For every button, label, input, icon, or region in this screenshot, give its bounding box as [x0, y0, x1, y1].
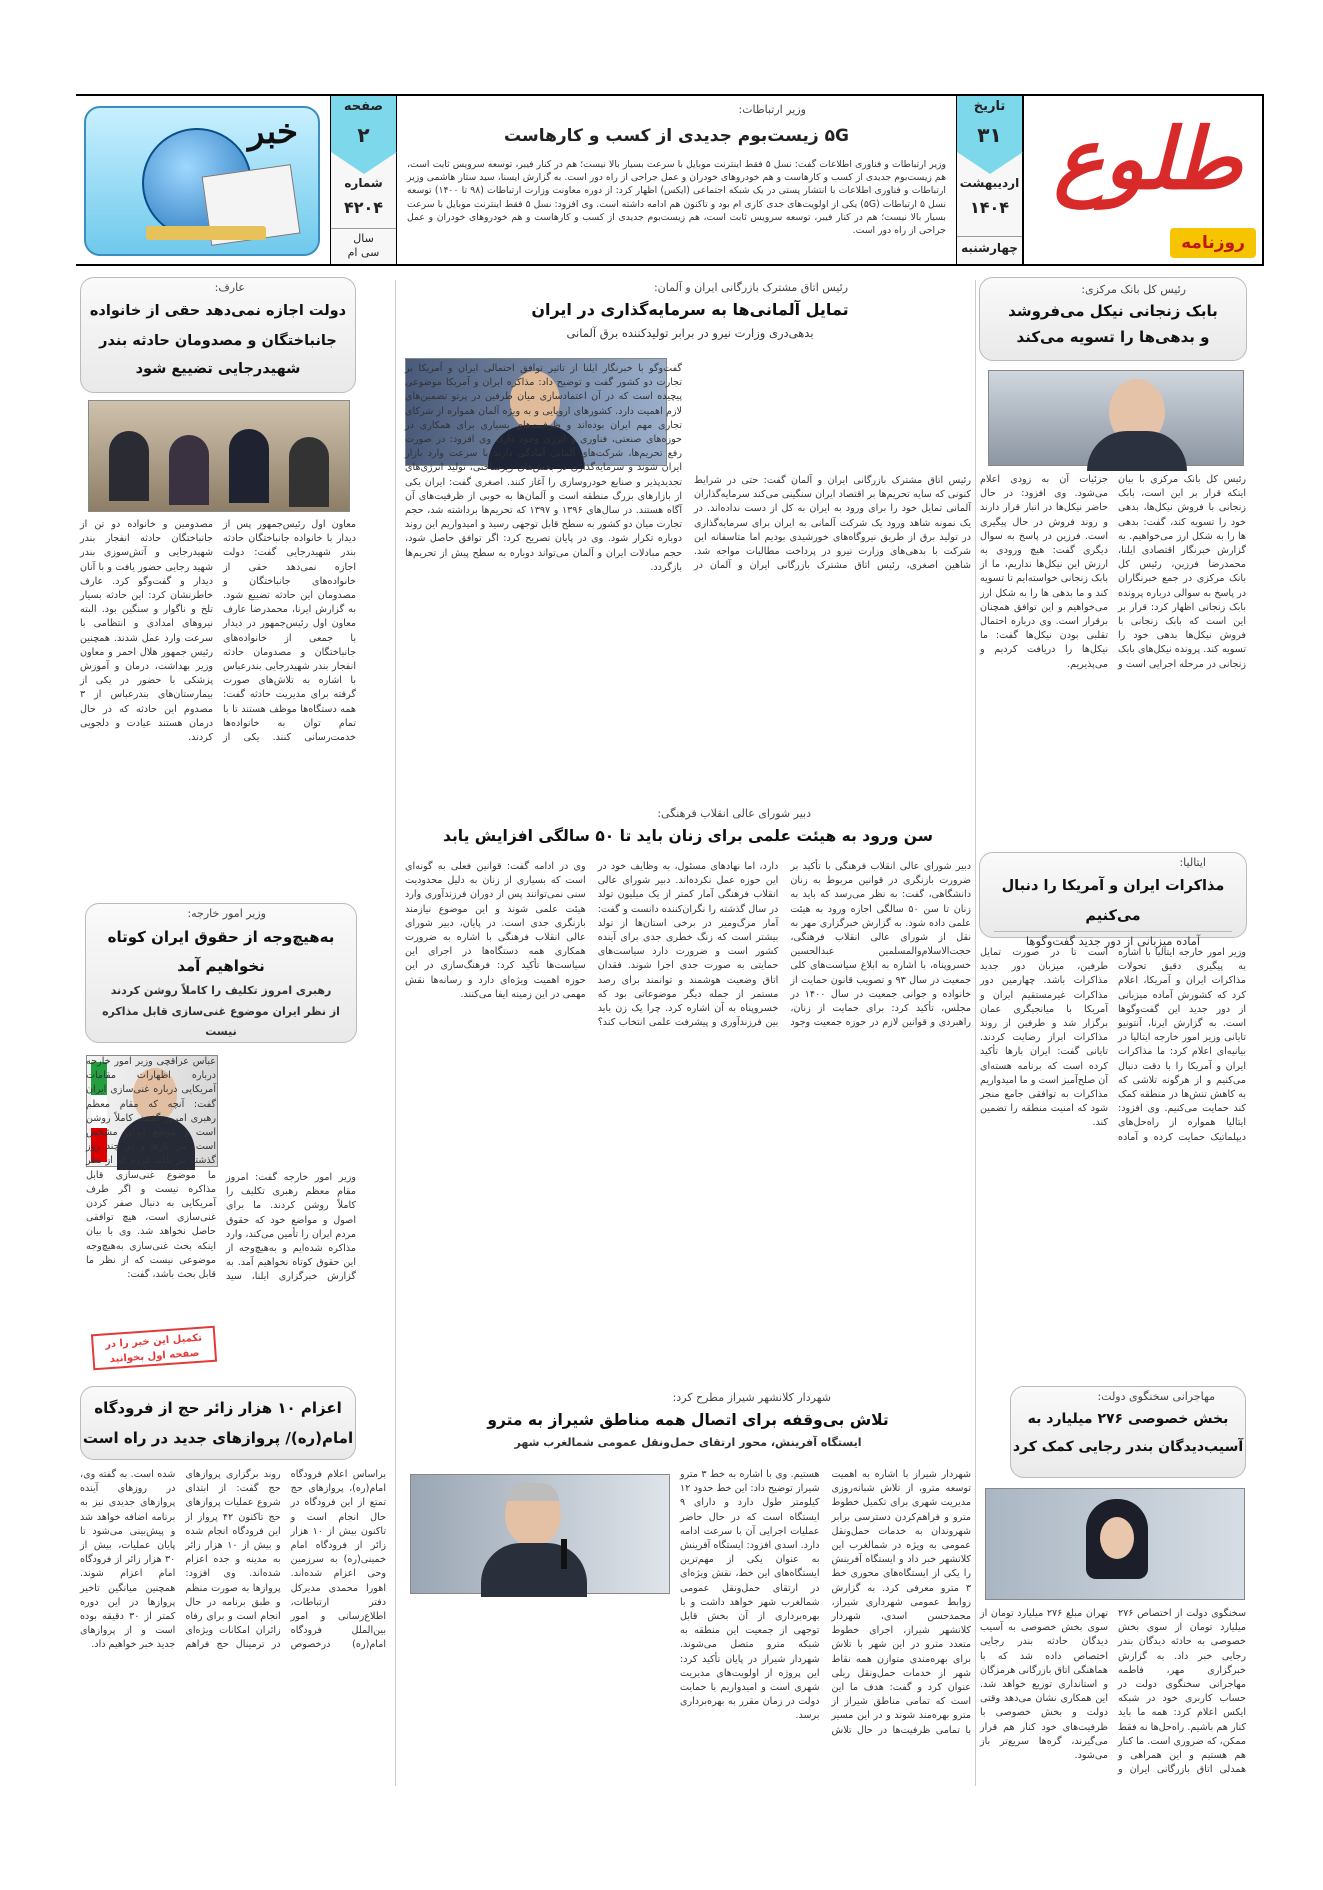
metro-subtitle: ایستگاه آفرینش، محور ارتقای حمل‌ونقل عمومی شمالغرب شهر — [514, 1436, 862, 1449]
date-year: ۱۴۰۴ — [969, 198, 1010, 217]
date-cell — [956, 96, 1022, 264]
rights-title-line2: نخواهیم آمد — [177, 957, 265, 975]
private-body: سخنگوی دولت از اختصاص ۲۷۶ میلیارد تومان از سوی بخش خصوصی به حادثه دیدگان بندر رجایی خبر داد. به گزارش خبرگزاری مهر، فاطمه مهاجرانی سخنگوی دولت در حساب کاربری خود در شبکه ایکس اعلام کرد: همه ما باید کنار هم باشیم. راه‌حل‌ها نه فقط ممکن، که ضروری است. ما کنار هم هستیم و این همراهی و همدلی اتاق بازرگانی ایران و تهران مبلغ ۲۷۶ میلیارد تومان از سوی بخش خصوصی به آسیب دیدگان حادثه بندر رجایی اختصاص داده شد که با هماهنگی اتاق بازرگانی هرمزگان و استانداری توزیع خواهد شد. این همکاری نشان می‌دهد وقتی دولت و بخش خصوصی با ظرفیت‌های خود کنار هم قرار می‌گیرند، گره‌ها سریع‌تر باز می‌شود. — [980, 1608, 1246, 1776]
germany-kicker: رئیس اتاق مشترک بازرگانی ایران و آلمان: — [653, 281, 848, 294]
photo-meeting-families — [88, 400, 350, 512]
year-label: سال — [331, 228, 396, 245]
newspaper-logo: طلوع — [1053, 109, 1242, 208]
year-number: سی ام — [347, 246, 380, 259]
private-kicker: مهاجرانی سخنگوی دولت: — [1097, 1390, 1215, 1403]
triangle-icon — [331, 152, 397, 174]
page-cell — [330, 96, 396, 264]
rights-subtitle2: از نظر ایران موضوع غنی‌سازی قابل مذاکره نیست — [102, 1005, 340, 1038]
photo-shiraz-mayor — [410, 1474, 670, 1594]
families-body: معاون اول رئیس‌جمهور پس از دیدار با خانواده جانباختگان حادثه بندر شهیدرجایی گفت: دولت اجازه نمی‌دهد حقی از خانواده‌های جانباختگان و مصدومان این حادثه تضییع شود. به گزارش ایرنا، محمدرضا عارف معاون اول رئیس‌جمهور در دیدار با جمعی از خانواده‌های جانباختگان و مصدومان حادثه انفجار بندر شهیدرجایی بندرعباس با اشاره به تلاش‌های صورت گرفته برای مدیریت حادثه گفت: همه دستگاه‌ها موظف هستند تا با تمام توان به خانواده‌ها خدمت‌رسانی کنند. یکی از مصدومین و خانواده دو تن از جانباختگان حادثه انفجار بندر شهیدرجایی و آتش‌سوزی بندر شهید رجایی حضور یافت و با آنان دیدار و گفت‌وگو کرد. عارف خاطرنشان کرد: این حادثه بسیار تلخ و ناگوار و سنگین بود. البته نیروهای امدادی و انتظامی با سرعت وارد عمل شدند. همچنین رئیس جمهور هلال احمر و معاون وزیر بهداشت، درمان و آموزش پزشکی با حضور در یکی از بیمارستان‌های بندرعباس از ۳ مصدوم این حادثه که در حال درمان هستند عیادت و دلجویی کردند. — [80, 519, 356, 744]
issue-number: ۴۲۰۴ — [343, 198, 384, 217]
rights-continued-note[interactable]: تکمیل این خبر را در صفحه اول بخوانید — [91, 1326, 217, 1371]
metro-kicker: شهردار کلانشهر شیراز مطرح کرد: — [672, 1391, 831, 1404]
metro-title: تلاش بی‌وقفه برای اتصال همه مناطق شیراز به مترو — [487, 1411, 889, 1429]
germany-title: تمایل آلمانی‌ها به سرمایه‌گذاری در ایران — [531, 300, 849, 319]
germany-header — [412, 280, 968, 348]
talks-kicker: ایتالیا: — [1179, 856, 1206, 869]
hajj-title-line2: امام(ره)/ پروازهای جدید در راه است — [82, 1429, 354, 1447]
rights-title-line1: به‌هیچ‌وجه از حقوق ایران کوتاه — [107, 928, 335, 946]
germany-subtitle: بدهی‌دری وزارت نیرو در برابر تولیدکننده برق آلمانی — [566, 326, 814, 340]
private-title-line2: آسیب‌دیدگان بندر رجایی کمک کرد — [1012, 1439, 1244, 1455]
talks-subtitle: آماده میزبانی از دور جدید گفت‌وگوها — [994, 931, 1232, 950]
portrait-photo-farzin — [988, 370, 1244, 466]
rights-body: وزیر امور خارجه گفت: امروز مقام معظم رهبری تکلیف را کاملاً روشن کردند. ما برای اصول و مواضع خود که حقوق مردم ایران را تأمین می‌کند، وارد مذاکره شده‌ایم و به‌هیچ‌وجه از این حقوق کوتاه نخواهیم آمد. به گزارش خبرگزاری ایلنا، سید عباس عراقچی وزیر امور خارجه درباره اظهارات مقامات آمریکایی درباره غنی‌سازی ایران گفت: آنچه که مقام معظم رهبری امروز گفتند، کاملاً روشن است و موضع ایران مشخص است. من بارها و در چند روز گذشته نیز تأکید کردم که از نظر ما موضوع غنی‌سازی قابل مذاکره نیست و اگر طرف آمریکایی به دنبال صفر کردن غنی‌سازی است، هیچ توافقی حاصل نخواهد شد. وی با بیان اینکه بحث غنی‌سازی به‌هیچ‌وجه موضوعی نیست که از نظر ما قابل بحث باشد، گفت: — [86, 1056, 356, 1283]
women-header — [405, 806, 971, 854]
masthead — [76, 94, 1264, 266]
talks-body: وزیر امور خارجه ایتالیا با اشاره به پیگیری دقیق تحولات مذاکرات ایران و آمریکا، اعلام کرد که کشورش آماده میزبانی از دور جدید این گفت‌وگوها است. به گزارش ایرنا، آنتونیو تایانی وزیر امور خارجه ایتالیا در بیانیه‌ای اعلام کرد: ما مذاکرات ایران و آمریکا را با دقت دنبال می‌کنیم و از هرگونه تلاشی که به کاهش تنش‌ها در منطقه کمک کند حمایت می‌کنیم. وی افزود: ایتالیا همواره از راه‌حل‌های دیپلماتیک حمایت کرده و آماده است تا در صورت تمایل طرفین، میزبان دور جدید مذاکرات باشد. چهارمین دور مذاکرات غیرمستقیم ایران و آمریکا با میانجیگری عمان برگزار شد و طرفین از روند مذاکرات ابراز رضایت کردند. تایانی گفت: ایران بارها تأکید کرده است که برنامه هسته‌ای آن صلح‌آمیز است و ما امیدواریم مذاکرات به توافقی جامع منجر شود که امنیت منطقه را تضمین کند. — [979, 947, 1246, 1143]
nickel-title-line2: و بدهی‌ها را تسویه می‌کند — [1016, 328, 1210, 346]
page-number: ۲ — [331, 118, 396, 152]
lead-body: وزیر ارتباطات و فناوری اطلاعات گفت: نسل ۵ فقط اینترنت موبایل با سرعت بسیار بالا نیست؛ هم در کنار فیبر، توسعه سرویس ثابت است، هم زیست‌بوم جدیدی از کسب و کارهاست و هم خودروهای خودران و عمل جراحی از راه دور است. به گزارش ایسنا، سید ستار هاشمی وزیر ارتباطات و فناوری اطلاعات با انتشار پستی در یک شبکه اجتماعی (ایکس) اظهار کرد: از دوره معاونت وزارت ارتباطات (۹۸ تا ۱۴۰۰) توسعه نسل ۵ ارتباطات (۵G) یکی از اولویت‌های جدی کاری ام بود و تاکنون هم ادامه داشته است. وی افزود: نسل ۵ فقط اینترنت موبایل با سرعت بسیار بالا نیست؛ هم در کنار فیبر، توسعه سرویس ثابت است، هم زیست‌بوم جدیدی از کسب و کارهاست و هم خودروهای خودران و عمل جراحی از راه دور است. — [407, 159, 947, 237]
issue-label: شماره — [344, 176, 383, 190]
talks-headline-box — [979, 852, 1247, 948]
families-kicker: عارف: — [214, 281, 245, 294]
nickel-kicker: رئیس کل بانک مرکزی: — [1081, 283, 1186, 296]
logo-cell — [1022, 96, 1262, 264]
rights-kicker: وزیر امور خارجه: — [187, 907, 266, 920]
news-label: خبر — [247, 112, 298, 152]
women-title: سن ورود به هیئت علمی برای زنان باید تا ۵۰ سالگی افزایش یابد — [442, 827, 933, 845]
private-title-line1: بخش خصوصی ۲۷۶ میلیارد به — [1027, 1411, 1229, 1427]
germany-body: رئیس اتاق مشترک بازرگانی ایران و آلمان گفت: حتی در شرایط کنونی که سایه تحریم‌ها بر اقتصاد ایران سنگینی می‌کند سرمایه‌گذاران آلمانی تمایل خود را برای ورود به ایران به کل از دست نداده‌اند. در یک نمونه شاهد ورود یک شرکت آلمانی به ایران برای سرمایه‌گذاری در تولید برق از طریق نیروگاه‌های خورشیدی بودیم اما متاسفانه این شرکت با بدهی‌های وزارت نیرو در پرداخت مطالبات مواجه شد. شاهین اصغری، رئیس اتاق مشترک بازرگانی ایران و آلمان در گفت‌وگو با خبرنگار ایلنا از تاثیر توافق احتمالی ایران و آمریکا بر تجارت دو کشور گفت و توضیح داد: مذاکره ایران و آمریکا موضوعی پیچیده است که در آن اعتمادسازی میان طرفین در پرتو تضمین‌های لازم اهمیت دارد. کشورهای اروپایی و به ویژه آلمان همواره از شرکای تجاری مهم ایران بوده‌اند و ظرفیت‌های بسیاری برای همکاری در حوزه‌های صنعتی، فناوری و انرژی وجود دارد. وی افزود: در صورت رفع تحریم‌ها، شرکت‌های آلمانی آمادگی دارند با سرعت وارد بازار ایران شوند و سرمایه‌گذاری در بخش‌های زیرساختی، تولید انرژی‌های تجدیدپذیر و صنایع خودروسازی را آغاز کنند. اصغری گفت: ایران یکی از بازارهای بزرگ منطقه است و آلمان‌ها به خوبی از ظرفیت‌های آن آگاه هستند. در سال‌های ۱۳۹۶ و ۱۳۹۷ که تحریم‌ها برداشته شد، حجم تجارت میان دو کشور به سطح قابل توجهی رسید و امیدواریم این روند دوباره تکرار شود. وی در پایان تصریح کرد: اگر توافق حاصل شود، حجم مبادلات ایران و آلمان می‌تواند دوباره به سطح پیش از تحریم‌ها بازگردد. — [405, 363, 971, 573]
portrait-photo-mohajerani — [985, 1488, 1245, 1600]
families-title-line2: جانباختگان و مصدومان حادثه بندر — [99, 333, 337, 349]
nickel-headline-box — [979, 277, 1247, 361]
date-day: ۳۱ — [957, 118, 1022, 152]
metro-body: شهردار شیراز با اشاره به اهمیت توسعه مترو، از تلاش شبانه‌روزی مدیریت شهری برای تکمیل خطوط مترو و فراهم‌کردن دسترسی برابر شهروندان به خدمات حمل‌ونقل عمومی به ویژه در شمالغرب این کلانشهر خبر داد و ایستگاه آفرینش را یکی از ایستگاه‌های محوری خط ۳ مترو معرفی کرد. به گزارش روابط عمومی شهرداری شیراز، محمدحسن اسدی، شهردار کلانشهر شیراز، اجرای خطوط متعدد مترو در این شهر با تلاش برای بهره‌مندی متوازن همه نقاط شهر از خدمات حمل‌ونقل ریلی عنوان کرد و گفت: هدف ما این است که تمامی مناطق شیراز از مترو بهره‌مند شوند و در این مسیر با تمامی ظرفیت‌ها در حال تلاش هستیم. وی با اشاره به خط ۳ مترو شیراز توضیح داد: این خط حدود ۱۲ کیلومتر طول دارد و دارای ۹ ایستگاه است که در حال حاضر عملیات اجرایی آن با سرعت ادامه دارد. اسدی افزود: ایستگاه آفرینش به عنوان یکی از مهم‌ترین ایستگاه‌های این خط، نقش ویژه‌ای در ارتقای حمل‌ونقل عمومی شمالغرب شهر خواهد داشت و با بهره‌برداری از آن بخش قابل توجهی از جمعیت این منطقه به شبکه مترو متصل می‌شوند. شهردار شیراز در پایان تأکید کرد: این پروژه از اولویت‌های مدیریت شهری است و امیدواریم با حمایت دولت در زمان مقرر به بهره‌برداری برسد. — [680, 1469, 971, 1736]
families-title-line3: شهیدرجایی تضییع شود — [135, 361, 301, 377]
hajj-title-line1: اعزام ۱۰ هزار زائر حج از فرودگاه — [94, 1399, 342, 1417]
date-month: اردیبهشت — [959, 176, 1020, 190]
metro-header — [405, 1390, 971, 1460]
rights-headline-box — [85, 903, 357, 1043]
lead-kicker: وزیر ارتباطات: — [738, 103, 806, 116]
hajj-headline-box — [80, 1386, 356, 1460]
private-headline-box — [1010, 1386, 1246, 1478]
nickel-title-line1: بابک زنجانی نیکل می‌فروشد — [1008, 302, 1218, 320]
families-title-line1: دولت اجازه نمی‌دهد حقی از خانواده — [89, 303, 347, 319]
rights-subtitle1: رهبری امروز تکلیف را کاملاً روشن کردند — [110, 984, 332, 997]
lead-title: ۵G زیست‌بوم جدیدی از کسب و کارهاست — [504, 126, 849, 146]
news-logo-cell — [74, 96, 330, 264]
logo-caption: روزنامه — [1170, 228, 1256, 258]
lead-news — [396, 96, 956, 264]
page-label: صفحه — [331, 96, 396, 118]
metro-body-cont — [405, 1600, 671, 1786]
hajj-body: براساس اعلام فرودگاه امام(ره)، پرواز‌های حج تمتع از این فرودگاه در حال انجام است و تاکنون بیش از ۱۰ هزار زائر از فرودگاه امام خمینی(ره) به سرزمین وحی اعزام شده‌اند. اهورا محمدی مدیرکل دفتر ارتباطات، اطلاع‌رسانی و امور بین‌الملل فرودگاه امام(ره) درخصوص روند برگزاری پروازهای حج گفت: از ابتدای شروع عملیات پروازهای حج تاکنون ۴۲ پرواز از این فرودگاه انجام شده و بیش از ۱۰ هزار زائر به مدینه و جده اعزام شده‌اند. وی افزود: پرواز‌ها به صورت منظم و طبق برنامه در حال انجام است و برای رفاه زائران امکانات ویژه‌ای در ترمینال حج فراهم شده است. به گفته وی، در روزهای آینده پروازهای جدیدی نیز به برنامه اضافه خواهد شد و پیش‌بینی می‌شود تا پایان عملیات، بیش از ۳۰ هزار زائر از فرودگاه امام اعزام شوند. همچنین میانگین تاخیر پروازها در این دوره کمتر از ۳۰ دقیقه بوده است و از پروازهای جدید خبر خواهیم داد. — [80, 1469, 386, 1651]
triangle-icon — [957, 152, 1023, 174]
news-globe-icon — [84, 106, 320, 256]
women-kicker: دبیر شورای عالی انقلاب فرهنگی: — [657, 807, 811, 820]
women-body: دبیر شورای عالی انقلاب فرهنگی با تأکید بر ضرورت بازنگری در قوانین مربوط به زنان دانشگاهی، گفت: به نظر می‌رسد که باید به زنان تا سن ۵۰ سالگی اجازه ورود به هیئت علمی داده شود. به گزارش خبرگزاری مهر به نقل از شورای عالی انقلاب فرهنگی، حجت‌الاسلام‌والمسلمین عبدالحسین خسروپناه، با اشاره به ابلاغ سیاست‌های کلی جمعیت در سال ۹۳ و تصویب قانون حمایت از خانواده و جوانی جمعیت در سال ۱۴۰۰ در مجلس، تأکید کرد: برای حمایت از زنان، راهبردی و قوانین لازم در حوزه جمعیت وجود دارد، اما نهادهای مسئول، به وظایف خود در این حوزه عمل نکرده‌اند. دبیر شورای عالی انقلاب فرهنگی آمار کمتر از یک میلیون تولد در سال گذشته را نگران‌کننده دانست و گفت: آمار مرگ‌ومیر در برخی استان‌ها از تولد بیشتر است که زنگ خطری جدی برای آینده کشور است و ضرورت دارد سیاست‌های حمایتی به صورت جدی اجرا شوند. فقدان اتاق وضعیت هوشمند و توانمند برای رصد مستمر از جمله دیگر موضوعاتی بود که خسروپناه به آن اشاره کرد. چرا یک زن باید بین فرزندآوری و پیشرفت علمی انتخاب کند؟ وی در ادامه گفت: قوانین فعلی به گونه‌ای است که بسیاری از زنان به دلیل محدودیت سنی نمی‌توانند پس از دوران فرزندآوری وارد هیئت علمی شوند و این موضوع نیازمند بازنگری جدی است. در پایان، دبیر شورای عالی انقلاب فرهنگی با اشاره به ضرورت همکاری همه دستگاه‌ها در اجرای این سیاست‌ها تأکید کرد: فرهنگ‌سازی در این حوزه اهمیت ویژه‌ای دارد و رسانه‌ها نقش مهمی در این زمینه ایفا می‌کنند. — [405, 861, 971, 1029]
date-label: تاریخ — [957, 96, 1022, 118]
date-weekday: چهارشنبه — [957, 236, 1022, 255]
talks-title: مذاکرات ایران و آمریکا را دنبال می‌کنیم — [1001, 878, 1225, 924]
nickel-body: رئیس کل بانک مرکزی با بیان اینکه قرار بر این است، بابک زنجانی با فروش نیکل‌ها، بدهی خود را تسویه کند، گفت: بدهی ها را به شکل ارز می‌خواهیم. به گزارش خبرنگار اقتصادی ایلنا، محمدرضا فرزین، رئیس کل بانک مرکزی در جمع خبرنگاران در پاسخ به سوالی درباره پرونده بابک زنجانی اظهار کرد: قرار بر این است که بابک زنجانی با فروش نیکل‌ها بدهی خود را تسویه کند. پرونده نیکل‌های بابک زنجانی در مرحله اجرایی است و جزئیات آن به زودی اعلام می‌شود. وی افزود: در حال حاضر نیکل‌ها در انبار قرار دارند و روند فروش در حال پیگیری است. فرزین در پاسخ به سوال دیگری گفت: هیچ ورودی به ارزش این نیکل‌ها نداریم، ما از بابک زنجانی خواسته‌ایم تا تسویه کند و ما بدهی ها را به شکل ارز می‌خواهیم و این توافق همچنان برقرار است. وی درباره احتمال تقلبی بودن نیکل‌ها گفت: ما نیکل‌ها را دریافت کردیم و می‌پذیریم. — [980, 474, 1246, 670]
families-headline-box — [80, 277, 356, 393]
